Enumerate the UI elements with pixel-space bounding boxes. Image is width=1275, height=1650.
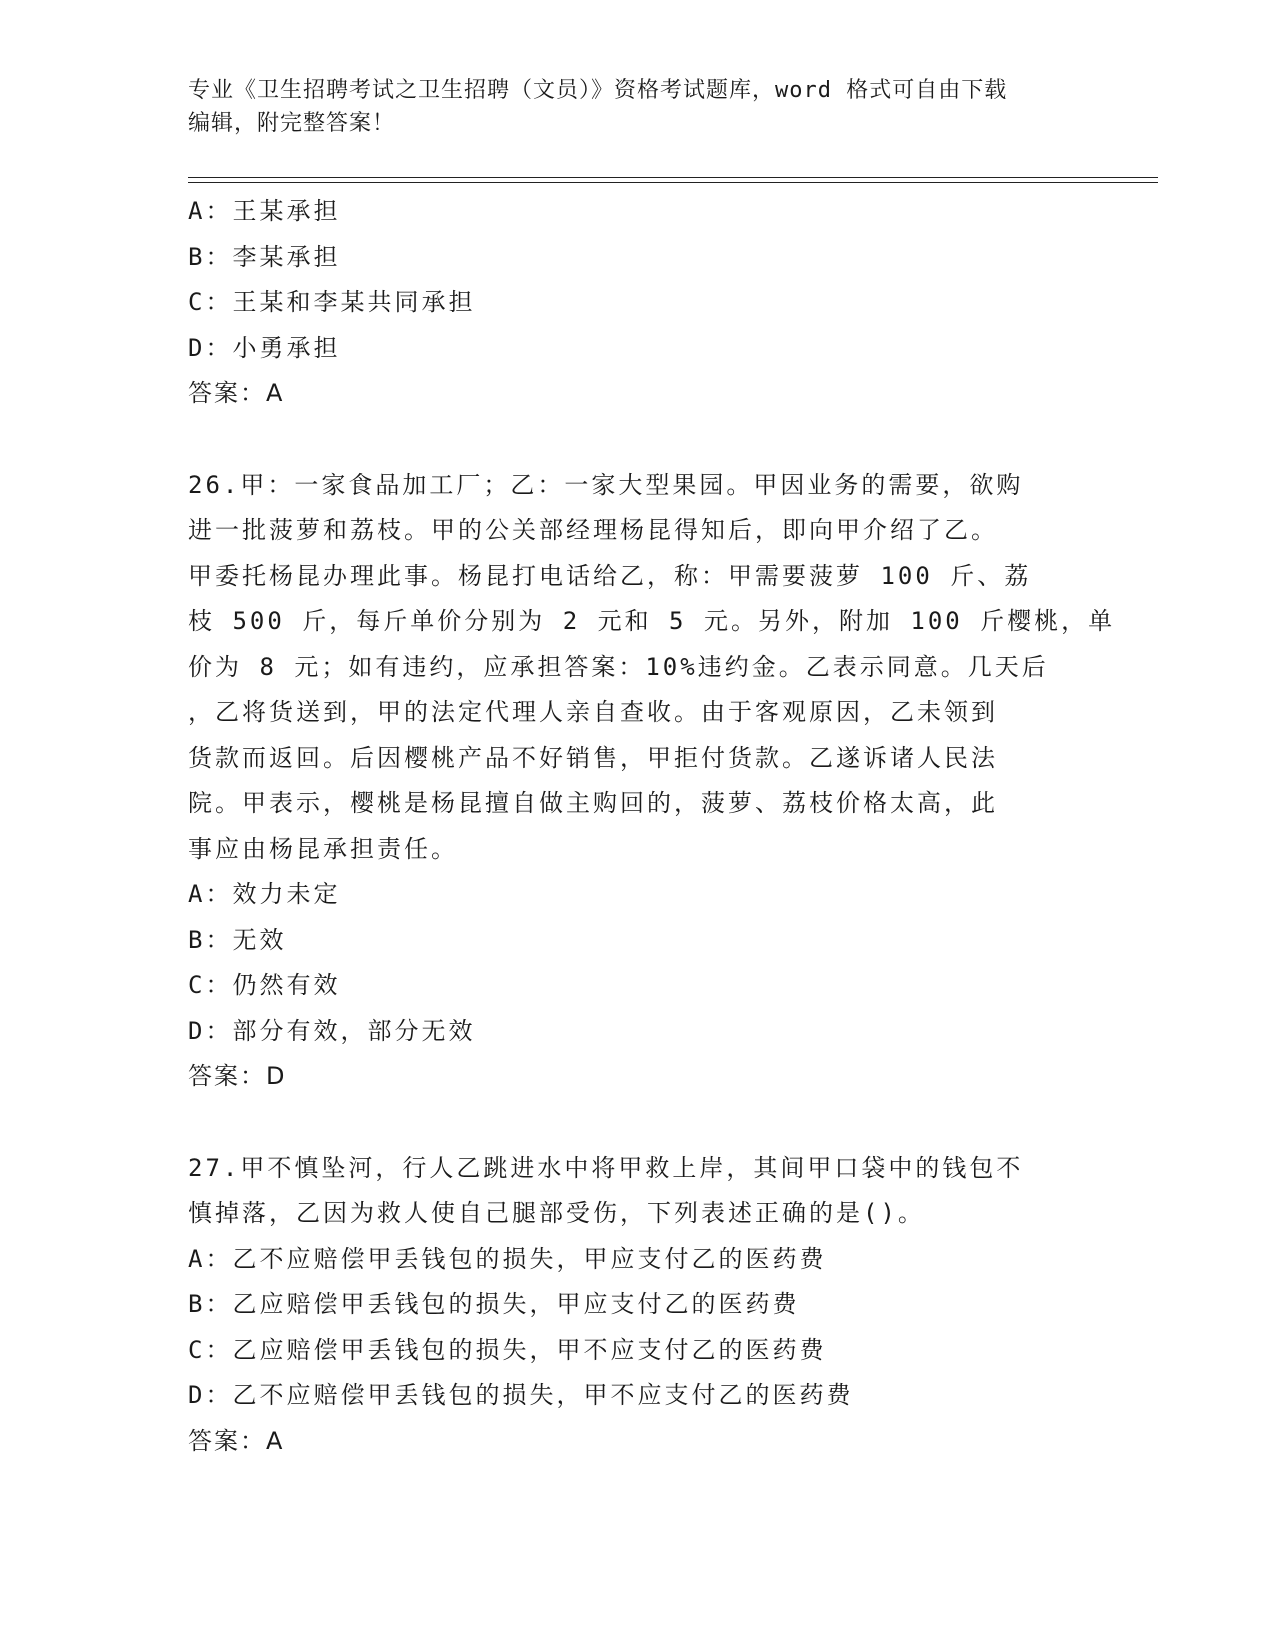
answer: 答案：A [188,1426,285,1455]
answer: 答案：D [188,1062,287,1090]
option-c: C：乙应赔偿甲丢钱包的损失，甲不应支付乙的医药费 [188,1335,827,1364]
option-d: D：小勇承担 [188,333,341,362]
question-26 [188,463,1116,1100]
document-body [188,189,1116,1464]
document-header [188,74,1088,140]
question-27 [188,1146,1088,1465]
header-line-2: 编辑，附完整答案！ [188,111,396,136]
option-a: A：效力未定 [188,880,341,908]
option-d: D：乙不应赔偿甲丢钱包的损失，甲不应支付乙的医药费 [188,1381,854,1409]
option-c: C：王某和李某共同承担 [188,288,476,316]
header-line-1: 专业《卫生招聘考试之卫生招聘（文员）》资格考试题库，word 格式可自由下载 [188,78,1008,103]
option-d: D：部分有效，部分无效 [188,1016,476,1045]
question-text-line: 事应由杨昆承担责任。 [188,834,458,863]
question-text-line: 院。甲表示，樱桃是杨昆擅自做主购回的，菠萝、荔枝价格太高，此 [188,789,998,817]
question-text-line: 26.甲：一家食品加工厂；乙：一家大型果园。甲因业务的需要，欲购 [188,470,1024,499]
question-text-line: 甲委托杨昆办理此事。杨昆打电话给乙，称：甲需要菠萝 100 斤、荔 [188,561,1032,590]
question-text-line: 价为 8 元；如有违约，应承担答案：10%违约金。乙表示同意。几天后 [188,652,1049,681]
question-text-line: 27.甲不慎坠河，行人乙跳进水中将甲救上岸，其间甲口袋中的钱包不 [188,1153,1024,1182]
question-25 [188,189,1088,417]
answer: 答案：A [188,379,285,407]
question-text-line: 慎掉落，乙因为救人使自己腿部受伤，下列表述正确的是()。 [188,1199,925,1227]
spacer [188,417,1088,463]
option-b: B：李某承担 [188,242,341,271]
option-a: A：乙不应赔偿甲丢钱包的损失，甲应支付乙的医药费 [188,1244,827,1273]
option-b: B：乙应赔偿甲丢钱包的损失，甲应支付乙的医药费 [188,1290,800,1318]
question-text-line: 枝 500 斤，每斤单价分别为 2 元和 5 元。另外，附加 100 斤樱桃，单 [188,607,1116,635]
question-text-line: 进一批菠萝和荔枝。甲的公关部经理杨昆得知后，即向甲介绍了乙。 [188,516,998,544]
spacer [188,1100,1088,1146]
option-c: C：仍然有效 [188,971,341,999]
header-divider [188,177,1158,183]
option-b: B：无效 [188,925,287,954]
question-text-line: 货款而返回。后因樱桃产品不好销售，甲拒付货款。乙遂诉诸人民法 [188,743,998,772]
question-text-line: ，乙将货送到，甲的法定代理人亲自查收。由于客观原因，乙未领到 [188,698,998,726]
option-a: A：王某承担 [188,197,341,225]
